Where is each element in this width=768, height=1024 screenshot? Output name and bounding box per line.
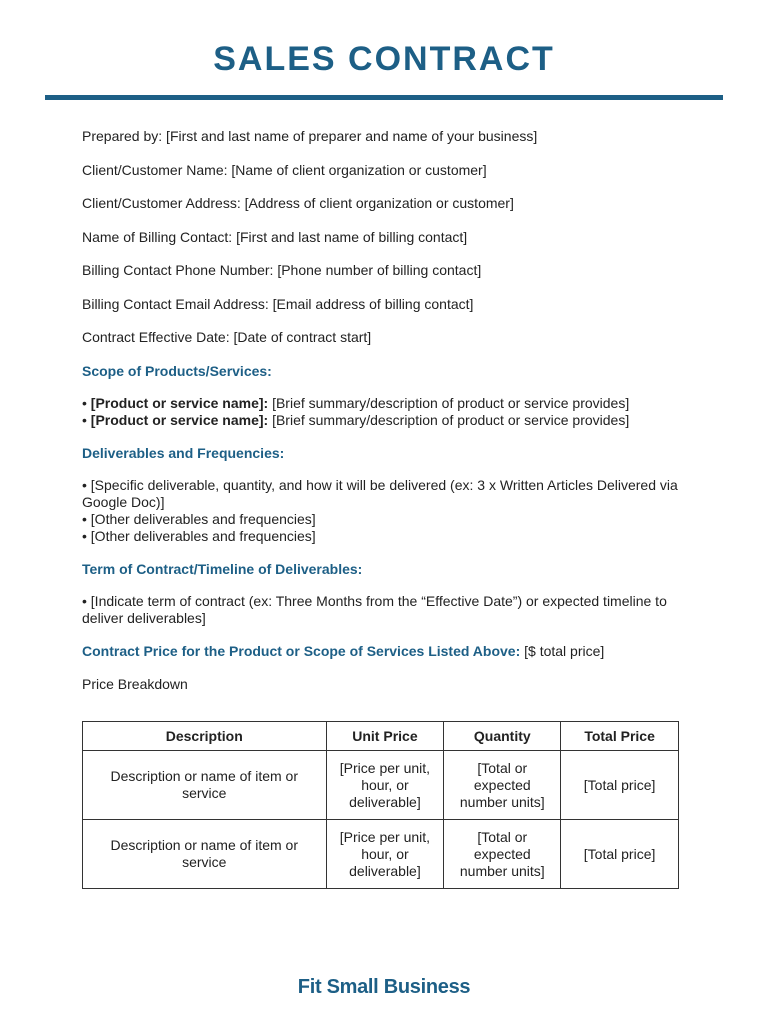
field-billing-contact: Name of Billing Contact: [First and last name of billing contact] xyxy=(82,228,468,245)
field-client-address: Client/Customer Address: [Address of client organization or customer] xyxy=(82,195,514,211)
cell-description: Description or name of item or service xyxy=(83,820,327,889)
document-title: SALES CONTRACT xyxy=(213,40,555,78)
field-client-name: Client/Customer Name: [Name of client organization or customer] xyxy=(82,161,487,178)
column-header-description: Description xyxy=(83,722,327,751)
title-divider xyxy=(45,95,723,100)
scope-item-desc: [Brief summary/description of product or service provides] xyxy=(268,394,630,411)
cell-description: Description or name of item or service xyxy=(83,751,327,820)
deliverables-heading: Deliverables and Frequencies: xyxy=(82,444,285,461)
table-header-row xyxy=(83,722,679,751)
column-header-total-price: Total Price xyxy=(561,722,679,751)
scope-item-name: [Product or service name]: xyxy=(90,394,269,411)
term-item: • [Indicate term of contract (ex: Three Months from the “Effective Date”) or expected timeline to deliver deliverables] xyxy=(82,592,667,626)
column-header-unit-price: Unit Price xyxy=(326,722,444,751)
cell-quantity: [Total or expected number units] xyxy=(444,751,561,820)
table-row xyxy=(83,820,679,889)
table-row xyxy=(83,751,679,820)
cell-quantity: [Total or expected number units] xyxy=(444,820,561,889)
scope-item: • [Product or service name]: [Brief summary/description of product or service provides] xyxy=(82,411,630,428)
scope-heading: Scope of Products/Services: xyxy=(82,362,272,379)
field-billing-email: Billing Contact Email Address: [Email address of billing contact] xyxy=(82,295,474,312)
deliverables-list xyxy=(82,477,692,545)
field-billing-phone: Billing Contact Phone Number: [Phone number of billing contact] xyxy=(82,262,482,278)
column-header-quantity: Quantity xyxy=(444,722,561,751)
price-breakdown-table xyxy=(82,721,679,889)
deliverable-item: • [Other deliverables and frequencies] xyxy=(82,527,316,544)
contract-price-line xyxy=(82,643,692,660)
price-breakdown-label: Price Breakdown xyxy=(82,675,188,692)
field-effective-date: Contract Effective Date: [Date of contract start] xyxy=(82,329,372,345)
deliverable-item: • [Other deliverables and frequencies] xyxy=(82,510,316,527)
scope-item-name: [Product or service name]: xyxy=(90,411,269,428)
contract-body xyxy=(82,128,692,693)
contract-price-value: [$ total price] xyxy=(520,642,605,659)
term-list xyxy=(82,593,692,627)
scope-list xyxy=(82,395,692,429)
scope-item-desc: [Brief summary/description of product or service provides] xyxy=(268,411,630,428)
scope-item: • [Product or service name]: [Brief summary/description of product or service provides] xyxy=(82,394,630,411)
field-prepared-by: Prepared by: [First and last name of preparer and name of your business] xyxy=(82,128,538,144)
term-heading: Term of Contract/Timeline of Deliverables: xyxy=(82,560,363,577)
cell-total-price: [Total price] xyxy=(561,751,679,820)
cell-unit-price: [Price per unit, hour, or deliverable] xyxy=(326,751,444,820)
cell-total-price: [Total price] xyxy=(561,820,679,889)
footer-brand: Fit Small Business xyxy=(297,976,471,998)
contract-price-heading: Contract Price for the Product or Scope of Services Listed Above: xyxy=(82,642,521,659)
deliverable-item: • [Specific deliverable, quantity, and how it will be delivered (ex: 3 x Written Articles Delivered via Google Doc)] xyxy=(82,476,678,510)
cell-unit-price: [Price per unit, hour, or deliverable] xyxy=(326,820,444,889)
